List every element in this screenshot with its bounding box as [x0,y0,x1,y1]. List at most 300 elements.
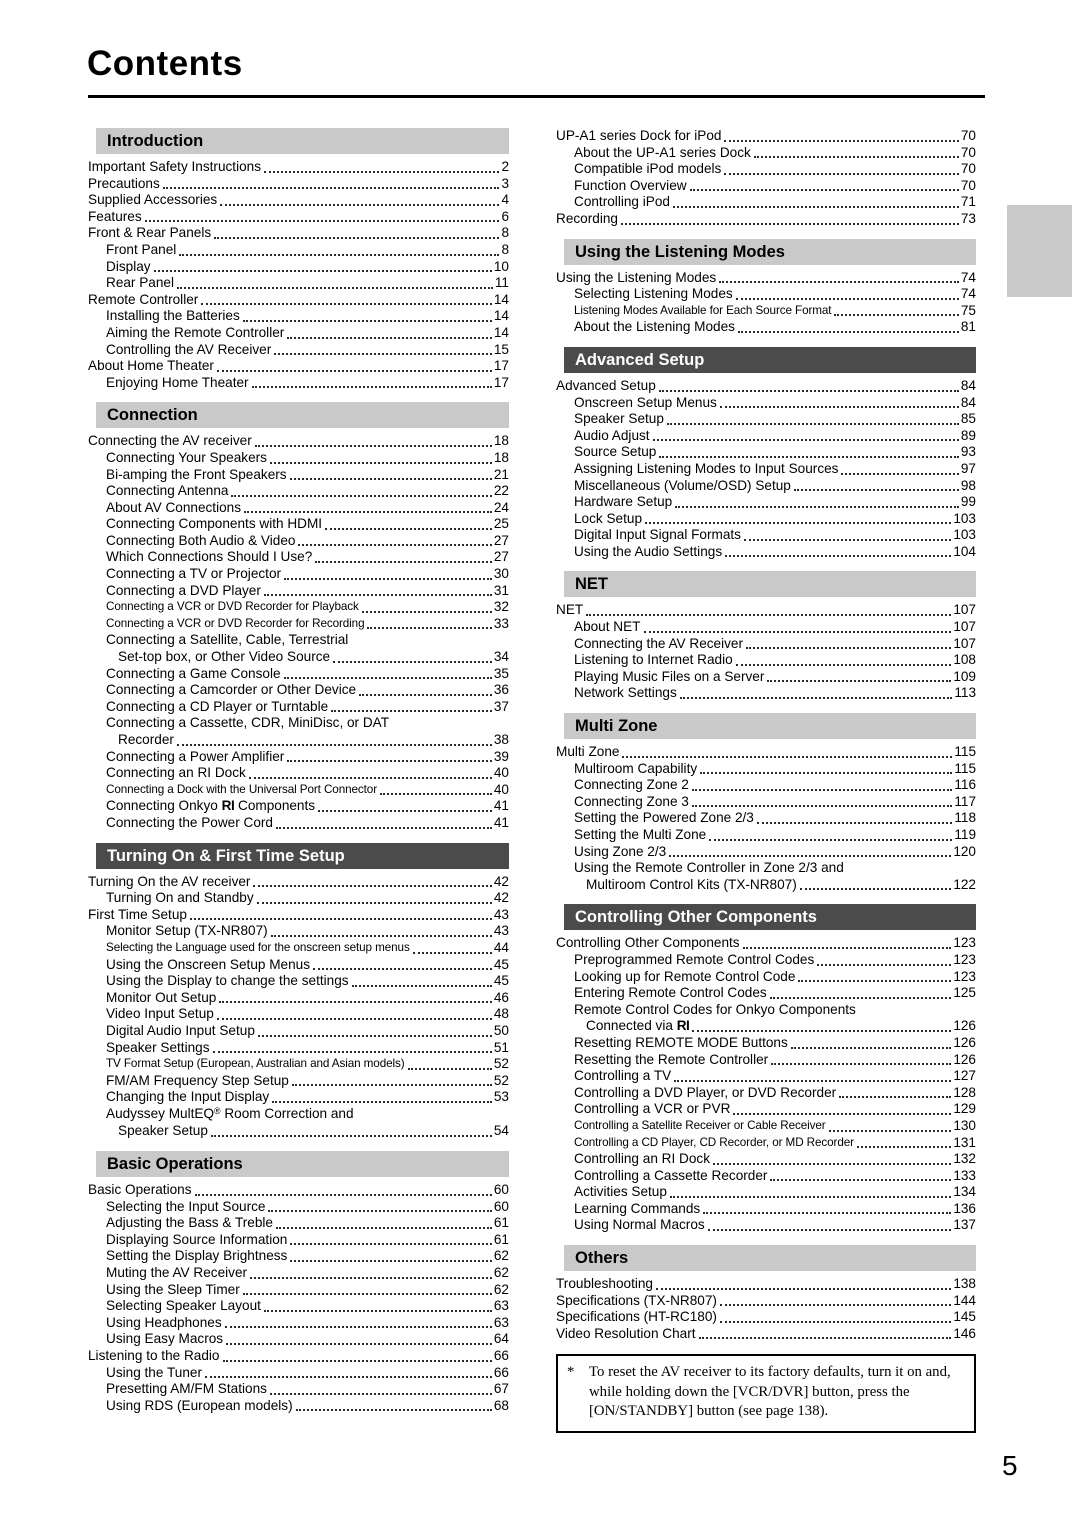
dot-leader [708,1229,952,1231]
toc-page-number: 27 [493,532,509,548]
toc-entry [88,516,509,533]
toc-page-number: 62 [493,1248,509,1264]
dot-leader [709,839,952,841]
ri-logo: RI [676,1018,690,1034]
dot-leader [179,254,499,256]
dot-leader [296,1409,492,1411]
toc-page-number: 123 [953,951,976,967]
toc-entry-label: Function Overview [574,177,687,193]
dot-leader [276,1227,492,1229]
toc-entry-label: Monitor Out Setup [106,989,217,1005]
dot-leader [268,1210,491,1212]
toc-page-number: 103 [953,527,976,543]
toc-entry [88,940,509,957]
toc-entry-label: Specifications (HT-RC180) [556,1309,717,1325]
toc-entry-wrap-line [88,632,509,649]
toc-entry [88,1199,509,1216]
toc-page-number: 63 [493,1314,509,1330]
toc-entry [88,923,509,940]
toc-entry [88,358,509,375]
dot-leader [270,462,492,464]
toc-entry [88,616,509,633]
section-header: NET [564,571,976,597]
toc-page-number: 50 [493,1022,509,1038]
dot-leader [195,1194,492,1196]
toc-entry-label: Precautions [88,175,160,191]
toc-entry-label: Turning On the AV receiver [88,873,251,889]
toc-page-number: 126 [953,1018,976,1034]
toc-entry-label: Connected via RI [586,1018,690,1034]
toc-page-number: 107 [953,635,976,651]
toc-page-number: 103 [953,510,976,526]
toc-entry [556,810,976,827]
toc-page-number: 27 [493,549,509,565]
toc-entry [88,1215,509,1232]
dot-leader [367,627,491,629]
toc-entry [556,1101,976,1118]
dot-leader [653,439,959,441]
toc-page-number: 40 [493,781,509,797]
toc-page-number: 43 [493,906,509,922]
toc-entry [88,259,509,276]
note-asterisk: * [567,1364,575,1381]
toc-entry [88,325,509,342]
toc-entry [88,1282,509,1299]
toc-entry-label: UP-A1 series Dock for iPod [556,128,722,143]
toc-entry [88,1365,509,1382]
dot-leader [201,303,492,305]
toc-entry [556,1309,976,1326]
toc-entry [88,1040,509,1057]
toc-page-number: 63 [493,1298,509,1314]
toc-entry [556,652,976,669]
toc-page-number: 35 [493,665,509,681]
dot-leader [673,206,959,208]
dot-leader [798,980,951,982]
toc-entry-label: Troubleshooting [556,1276,653,1292]
toc-page-number: 36 [493,682,509,698]
toc-entry [88,375,509,392]
toc-page-number: 66 [493,1364,509,1380]
toc-entry [88,599,509,616]
toc-entry-label: Remote Control Codes for Onkyo Components [574,1001,856,1017]
toc-entry-label: Video Resolution Chart [556,1325,696,1341]
toc-entry [88,749,509,766]
toc-page-number: 43 [493,923,509,939]
toc-entry-label: Bi-amping the Front Speakers [106,466,287,482]
dot-leader [220,204,499,206]
dot-leader [656,1288,951,1290]
toc-entry-label: Connecting Components with HDMI [106,516,323,532]
toc-entry-label: Using the Sleep Timer [106,1281,240,1297]
dot-leader [359,694,492,696]
dot-leader [667,423,959,425]
toc-entry [88,292,509,309]
toc-entry-label: Controlling a CD Player, CD Recorder, or MD Recorder [574,1135,854,1149]
toc-entry-label: Playing Music Files on a Server [574,668,765,684]
dot-leader [719,281,959,283]
dot-leader [264,594,492,596]
toc-entry [88,583,509,600]
toc-entry [556,494,976,511]
toc-entry-label: Resetting REMOTE MODE Buttons [574,1034,788,1050]
toc-entry-label: Connecting the AV Receiver [574,635,744,651]
toc-page-number: 66 [493,1348,509,1363]
toc-entry [556,444,976,461]
dot-leader [690,189,959,191]
toc-entry-label: Connecting Both Audio & Video [106,532,296,548]
dot-leader [621,223,959,225]
dot-leader [767,680,951,682]
left-column-blocks [88,128,509,1414]
dot-leader [408,1068,492,1070]
toc-page-number: 18 [493,449,509,465]
toc-entry [556,669,976,686]
toc-entry [556,794,976,811]
toc-page-number: 62 [493,1265,509,1281]
toc-entry-label: Digital Audio Input Setup [106,1022,255,1038]
toc-page-number: 123 [953,968,976,984]
toc-entry [556,211,976,228]
toc-entry-label: Speaker Setup [574,411,664,427]
toc-entry [88,1315,509,1332]
toc-entry [556,1052,976,1069]
toc-entry-label: Audyssey MultEQ® Room Correction and [106,1105,354,1121]
toc-entry-label: Using the Onscreen Setup Menus [106,956,311,972]
toc-entry [556,761,976,778]
toc-entry-label: Connecting a DVD Player [106,582,261,598]
toc-entry [556,1217,976,1234]
toc-page-number: 99 [960,494,976,510]
dot-leader [331,710,492,712]
dot-leader [770,1179,951,1181]
dot-leader [857,1146,951,1148]
toc-entry-label: Recorder [118,732,174,747]
toc-page-number: 11 [494,275,509,291]
toc-entry [556,303,976,320]
toc-entry-label: TV Format Setup (European, Australian and Asian models) [106,1057,405,1071]
toc-page-number: 60 [493,1182,509,1198]
toc-entry-label: Adjusting the Bass & Treble [106,1215,273,1231]
toc-page-number: 18 [493,433,509,449]
toc-entry-label: Connecting a Satellite, Cable, Terrestrial [106,632,349,648]
toc-entry [88,782,509,799]
dot-leader [834,314,958,316]
dot-leader [720,1304,951,1306]
toc-entry [556,1201,976,1218]
toc-page-number: 14 [493,291,509,307]
toc-entry [88,1232,509,1249]
right-column-blocks [556,128,976,1342]
right-column [556,128,976,1433]
dot-leader [271,935,492,937]
toc-entry [88,533,509,550]
toc-page-number: 117 [954,793,976,809]
toc-entry-label: Multiroom Control Kits (TX-NR807) [586,876,797,892]
dot-leader [817,964,951,966]
toc-page-number: 51 [493,1039,509,1055]
dot-leader [724,173,959,175]
toc-entry-label: First Time Setup [88,906,187,922]
toc-entry-label: Hardware Setup [574,494,673,510]
toc-page-number: 115 [954,760,976,776]
section-header: Using the Listening Modes [564,239,976,265]
toc-page-number: 61 [493,1231,509,1247]
toc-entry-wrap-line [556,1002,976,1019]
toc-entry-label: Selecting Speaker Layout [106,1298,261,1314]
dot-leader [670,1196,951,1198]
toc-entry-label: Displaying Source Information [106,1231,288,1247]
dot-leader [292,1084,492,1086]
chapter-thumb-tab [1007,205,1072,297]
toc-page-number: 122 [953,876,976,892]
dot-leader [645,522,951,524]
dot-leader [163,187,500,189]
toc-page-number: 104 [953,543,976,559]
toc-page-number: 24 [493,499,509,515]
dot-leader [250,1277,492,1279]
toc-entry [88,890,509,907]
dot-leader [699,1337,952,1339]
toc-entry-label: Setting the Display Brightness [106,1248,288,1264]
dot-leader [724,140,958,142]
toc-entry [556,511,976,528]
toc-entry [88,1331,509,1348]
toc-entry-label: Important Safety Instructions [88,159,262,174]
toc-entry [88,1398,509,1415]
toc-entry [556,619,976,636]
toc-entry-label: Lock Setup [574,510,643,526]
dot-leader [252,386,492,388]
toc-entry-label: Miscellaneous (Volume/OSD) Setup [574,477,791,493]
toc-entry-label: Listening Modes Available for Each Source Format [574,303,832,317]
toc-page-number: 81 [960,319,976,335]
toc-entry-label: Supplied Accessories [88,192,218,208]
toc-entry [88,433,509,450]
toc-page-number: 125 [953,985,976,1001]
toc-entry [88,1298,509,1315]
toc-page-number: 115 [954,744,976,760]
dot-leader [264,171,499,173]
toc-page-number: 42 [493,890,509,906]
page-number: 5 [1002,1450,1018,1481]
toc-page-number: 128 [953,1084,976,1100]
dot-leader [290,478,492,480]
toc-page-number: 3 [501,175,509,191]
toc-entry [556,527,976,544]
section-header: Advanced Setup [564,347,976,373]
dot-leader [674,1080,951,1082]
toc-entry-label: Controlling a DVD Player, or DVD Recorder [574,1084,837,1100]
toc-entry-label: Video Input Setup [106,1006,214,1022]
toc-page-number: 144 [953,1292,976,1308]
dot-leader [223,1360,492,1362]
toc-page-number: 17 [493,374,509,390]
toc-entry [556,270,976,287]
toc-entry-label: Setting the Powered Zone 2/3 [574,810,754,826]
section-header: Controlling Other Components [564,904,976,930]
toc-page-number: 30 [493,566,509,582]
toc-entry-label: Using Headphones [106,1314,222,1330]
dot-leader [738,331,959,333]
toc-entry [88,1056,509,1073]
toc-entry [88,732,509,749]
toc-entry-label: Using the Display to change the settings [106,973,349,989]
toc-entry-wrap-line [88,715,509,732]
dot-leader [284,578,492,580]
toc-page-number: 4 [501,192,509,208]
toc-page-number: 120 [953,843,976,859]
toc-entry [556,1018,976,1035]
toc-page-number: 126 [953,1034,976,1050]
toc-page-number: 14 [493,308,509,324]
toc-entry-label: Controlling a Cassette Recorder [574,1167,768,1183]
toc-entry [88,1006,509,1023]
toc-page-number: 131 [953,1134,976,1150]
toc-entry [556,128,976,145]
toc-entry-label: Using the Listening Modes [556,269,717,285]
toc-page-number: 74 [960,269,976,285]
toc-entry-label: Selecting the Language used for the onscreen setup menus [106,940,410,954]
toc-entry-label: Changing the Input Display [106,1089,270,1105]
dot-leader [225,1326,492,1328]
toc-page-number: 116 [954,777,976,793]
toc-entry [88,990,509,1007]
toc-entry [556,636,976,653]
toc-entry [88,973,509,990]
dot-leader [720,1321,951,1323]
toc-page-number: 134 [953,1184,976,1200]
section-header: Multi Zone [564,713,976,739]
toc-entry [556,1151,976,1168]
dot-leader [255,445,492,447]
toc-entry-label: Connecting the AV receiver [88,433,252,449]
toc-page-number: 93 [960,444,976,460]
section-header: Turning On & First Time Setup [96,843,509,869]
dot-leader [736,298,959,300]
dot-leader [333,661,492,663]
toc-entry-label: Connecting Zone 3 [574,793,689,809]
toc-page-number: 53 [493,1089,509,1105]
dot-leader [659,456,959,458]
toc-entry-label: About the Listening Modes [574,319,735,335]
toc-entry-label: Source Setup [574,444,657,460]
toc-entry-label: Connecting a Cassette, CDR, MiniDisc, or DAT [106,715,390,731]
toc-page-number: 137 [953,1217,976,1233]
dot-leader [249,777,492,779]
dot-leader [287,337,492,339]
toc-entry [88,566,509,583]
dot-leader [413,952,492,954]
toc-entry [88,1073,509,1090]
toc-entry [556,1068,976,1085]
toc-entry [556,744,976,761]
toc-entry [556,1326,976,1343]
dot-leader [743,947,952,949]
dot-leader [736,664,952,666]
toc-entry [556,935,976,952]
toc-entry [556,178,976,195]
toc-page-number: 39 [493,748,509,764]
dot-leader [794,489,959,491]
toc-page-number: 75 [960,302,976,318]
toc-entry-label: Basic Operations [88,1182,192,1198]
dot-leader [829,1130,952,1132]
toc-entry [88,1023,509,1040]
toc-entry-label: Listening to Internet Radio [574,652,733,668]
toc-entry-label: About AV Connections [106,499,242,515]
toc-entry [556,478,976,495]
toc-page-number: 84 [960,377,976,393]
toc-entry-label: Connecting a Dock with the Universal Port Connector [106,782,377,796]
toc-entry-label: Using the Tuner [106,1364,202,1380]
toc-page-number: 107 [953,602,976,618]
toc-entry-label: Controlling iPod [574,194,670,210]
dot-leader [746,647,951,649]
toc-entry-label: Connecting the Power Cord [106,814,273,830]
toc-page-number: 21 [493,466,509,482]
dot-leader [771,1063,951,1065]
toc-entry-label: Controlling the AV Receiver [106,341,272,357]
toc-page-number: 68 [493,1397,509,1413]
toc-entry-label: Enjoying Home Theater [106,374,249,390]
section-header: Basic Operations [96,1151,509,1177]
dot-leader [680,697,953,699]
toc-page-number: 8 [501,241,509,257]
dot-leader [757,822,952,824]
toc-page-number: 118 [954,810,976,826]
dot-leader [791,1047,952,1049]
dot-leader [622,756,952,758]
dot-leader [733,1113,951,1115]
toc-entry [88,798,509,815]
toc-entry [556,161,976,178]
toc-page-number: 70 [960,128,976,143]
toc-page-number: 33 [493,615,509,631]
toc-entry-label: Connecting Your Speakers [106,449,267,465]
toc-entry [556,1135,976,1152]
dot-leader [720,406,959,408]
dot-leader [219,1001,492,1003]
toc-page-number: 34 [493,649,509,665]
toc-entry [88,1089,509,1106]
toc-page-number: 85 [960,411,976,427]
note-text: To reset the AV receiver to its factory defaults, turn it on and, while holding down the [VCR/DVR] button, press the [ON/STANDBY] button (see page 138). [589,1364,951,1420]
toc-entry [88,649,509,666]
toc-page-number: 17 [493,358,509,374]
toc-page-number: 70 [960,144,976,160]
toc-entry [556,395,976,412]
toc-entry-wrap-line [88,1106,509,1124]
toc-entry [556,461,976,478]
toc-entry-label: NET [556,602,584,618]
toc-entry [88,242,509,259]
toc-entry [88,209,509,226]
dot-leader [243,1293,492,1295]
toc-page-number: 37 [493,698,509,714]
toc-entry-label: Connecting a TV or Projector [106,566,282,582]
toc-entry [88,699,509,716]
title-rule [88,95,985,98]
toc-page-number: 10 [493,258,509,274]
toc-page-number: 41 [493,814,509,830]
toc-page-number: 70 [960,161,976,177]
toc-entry [88,549,509,566]
toc-page-number: 70 [960,177,976,193]
toc-entry [556,428,976,445]
dot-leader [770,997,952,999]
toc-page-number: 113 [954,685,976,701]
